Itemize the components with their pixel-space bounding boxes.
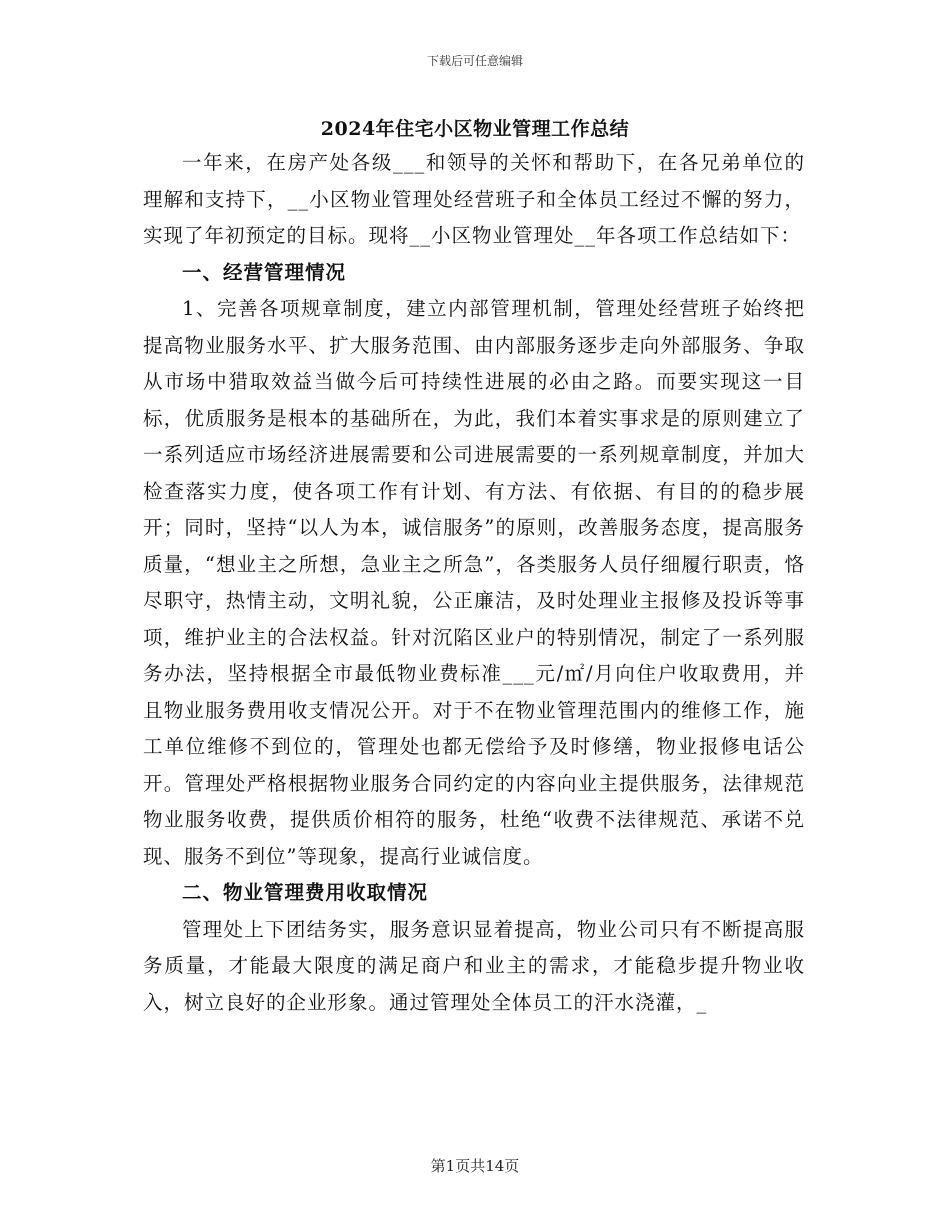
page-number: 第1页共14页 [430, 1157, 520, 1175]
fees-paragraph: 管理处上下团结务实，服务意识显着提高，物业公司只有不断提高服务质量，才能最大限度的满足商户和业主的需求，才能稳步提升物业收入，树立良好的企业形象。通过管理处全体员工的汗水浇灌，_ [143, 917, 805, 1014]
document-title: 2024年住宅小区物业管理工作总结 [320, 118, 630, 140]
page-header-note: 下载后可任意编辑 [426, 54, 523, 68]
section-heading-fees: 二、物业管理费用收取情况 [182, 881, 429, 904]
operations-paragraph: 1、完善各项规章制度，建立内部管理机制，管理处经营班子始终把提高物业服务水平、扩大服务范围、由内部服务逐步走向外部服务、争取从市场中猎取效益当做今后可持续性进展的必由之路。而要实现这一目标，优质服务是根本的基础所在，为此，我们本着实事求是的原则建立了一系列适应市场经济进展需要和公司进展需要的一系列规章制度，并加大检查落实力度，使各项工作有计划、有方法、有依据、有目的的稳步展开；同时，坚持“以人为本，诚信服务”的原则，改善服务态度，提高服务质量，“想业主之所想，急业主之所急”，各类服务人员仔细履行职责，恪尽职守，热情主动，文明礼貌，公正廉洁，及时处理业主报修及投诉等事项，维护业主的合法权益。针对沉陷区业户的特别情况，制定了一系列服务办法，坚持根据全市最低物业费标准___元/㎡/月向住户收取费用，并且物业服务费用收支情况公开。对于不在物业管理范围内的维修工作，施工单位维修不到位的，管理处也都无偿给予及时修缮，物业报修电话公开。管理处严格根据物业服务合同约定的内容向业主提供服务，法律规范物业服务收费，提供质价相符的服务，杜绝“收费不法律规范、承诺不兑现、服务不到位”等现象，提高行业诚信度。 [143, 297, 805, 868]
document-body [143, 145, 805, 1021]
intro-paragraph: 一年来，在房产处各级___和领导的关怀和帮助下，在各兄弟单位的理解和支持下，__小区物业管理处经营班子和全体员工经过不懈的努力，实现了年初预定的目标。现将__小区物业管理处__年各项工作总结如下： [143, 151, 805, 247]
section-heading-operations: 一、经营管理情况 [182, 260, 347, 284]
